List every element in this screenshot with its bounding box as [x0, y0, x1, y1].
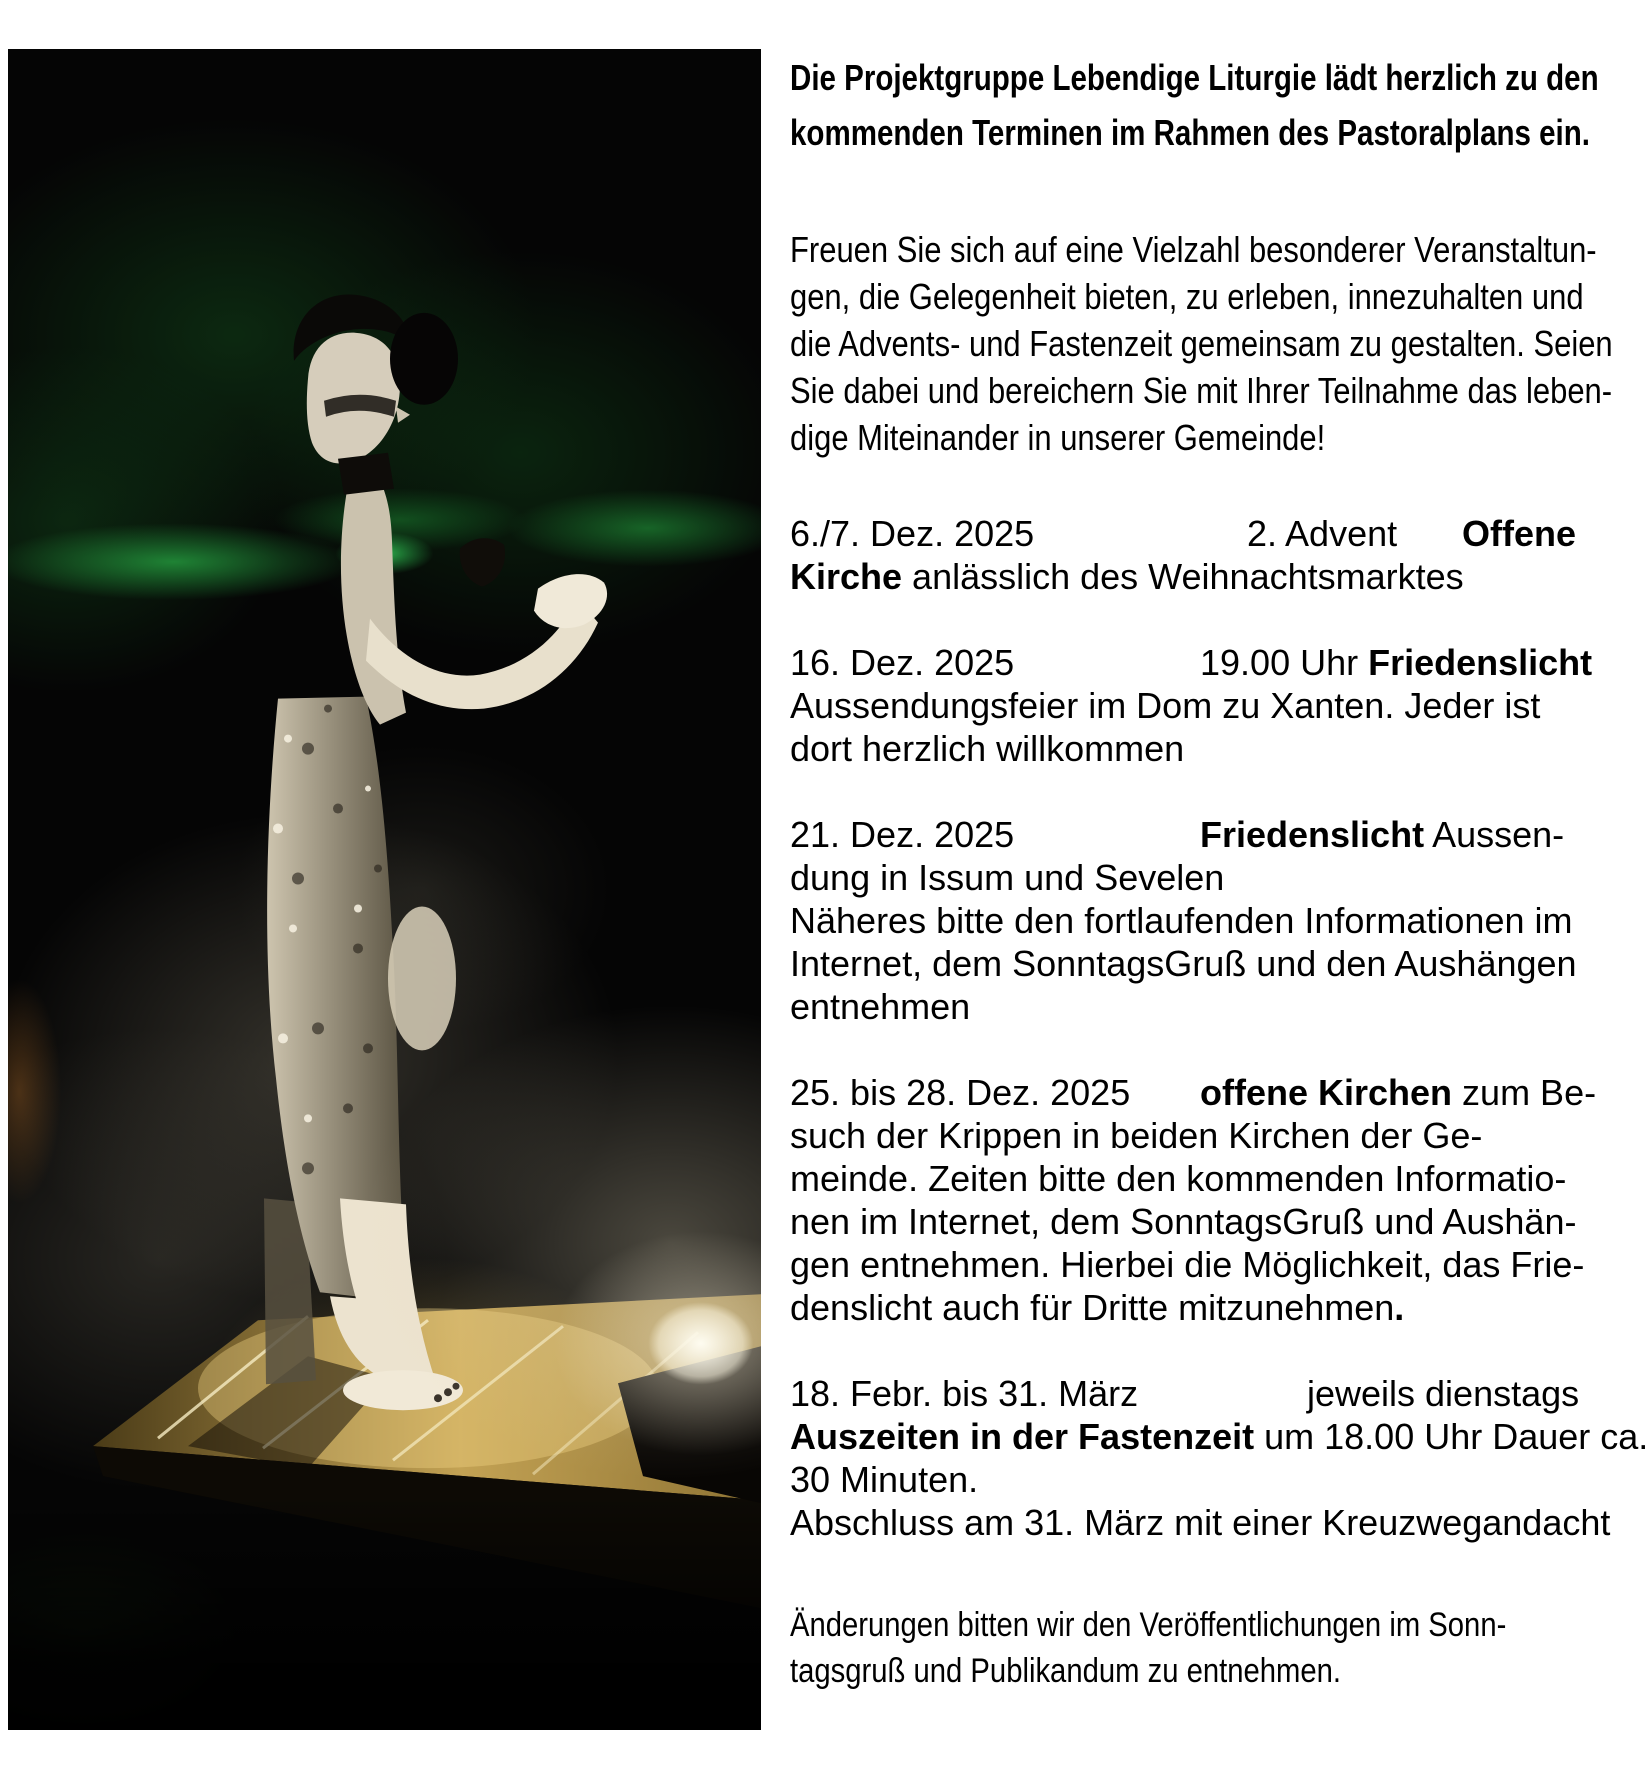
intro-paragraph [790, 226, 1613, 461]
event-title: Friedenslicht [1368, 642, 1593, 683]
statue-chest [341, 481, 406, 725]
event-body-line: dung in Issum und Sevelen [790, 857, 1225, 898]
header-line: Die Projektgruppe Lebendige Liturgie lädt herzlich zu den [790, 57, 1599, 98]
event-head-line [790, 512, 1576, 555]
intro-line: gen, die Gelegenheit bieten, zu erleben, innezuhalten und [790, 276, 1584, 317]
header [790, 50, 1599, 160]
event-head-line [790, 641, 1592, 684]
event-title: Friedenslicht [1200, 814, 1425, 855]
event-friedenslicht-xanten [790, 641, 1592, 770]
event-body-line: Internet, dem SonntagsGruß und den Aushängen [790, 943, 1577, 984]
event-date: 25. bis 28. Dez. 2025 [790, 1072, 1131, 1113]
event-offene-kirche [790, 512, 1576, 598]
event-date: 6./7. Dez. 2025 [790, 513, 1035, 554]
event-body-line: Aussendungsfeier im Dom zu Xanten. Jeder ist [790, 685, 1541, 726]
event-title: Auszeiten in der Fastenzeit [790, 1416, 1255, 1457]
event-body-line: gen entnehmen. Hierbei die Möglichkeit, das Frie- [790, 1244, 1585, 1285]
event-body-line: nen im Internet, dem SonntagsGruß und Aushän- [790, 1201, 1577, 1242]
statue-figure [264, 294, 607, 1410]
footer-line: tagsgruß und Publikandum zu entnehmen. [790, 1652, 1342, 1690]
intro-line: Freuen Sie sich auf eine Vielzahl besonderer Veranstaltun- [790, 229, 1597, 270]
event-auszeiten-fastenzeit [790, 1372, 1648, 1544]
event-body-line: meinde. Zeiten bitte den kommenden Informatio- [790, 1158, 1567, 1199]
event-friedenslicht-issum [790, 813, 1577, 1028]
event-body-line: denslicht auch für Dritte mitzunehmen. [790, 1287, 1405, 1328]
event-head-line: 25. bis 28. Dez. 2025 offene Kirchen zum Be- [790, 1072, 1597, 1113]
statue-illustration [8, 49, 761, 1730]
event-head-line: 21. Dez. 2025 Friedenslicht Aussen- [790, 814, 1565, 855]
event-body-line: entnehmen [790, 986, 971, 1027]
statue-night-photo [8, 49, 761, 1730]
event-body-line: such der Krippen in beiden Kirchen der Ge- [790, 1115, 1483, 1156]
event-title: Kirche [790, 556, 903, 597]
event-body-line: Auszeiten in der Fastenzeit um 18.00 Uhr Dauer ca. [790, 1416, 1649, 1457]
footer-note [790, 1602, 1506, 1694]
wood-platform [93, 1294, 761, 1608]
event-date: 16. Dez. 2025 [790, 642, 1015, 683]
event-occasion: jeweils dienstags [1307, 1373, 1580, 1414]
event-body-line: Abschluss am 31. März mit einer Kreuzwegandacht [790, 1502, 1611, 1543]
statue-hand [534, 574, 607, 628]
event-title: Offene [1462, 513, 1577, 554]
statue-neck-shadow [338, 453, 394, 495]
event-date: 21. Dez. 2025 [790, 814, 1015, 855]
intro-line: dige Miteinander in unserer Gemeinde! [790, 417, 1326, 458]
event-occasion: 2. Advent [1247, 513, 1398, 554]
intro-line: Sie dabei und bereichern Sie mit Ihrer Teilnahme das leben- [790, 370, 1613, 411]
event-date: 18. Febr. bis 31. März [790, 1373, 1139, 1414]
event-offene-kirchen-krippen [790, 1071, 1596, 1329]
event-head-line [790, 1372, 1648, 1415]
event-time: 19.00 Uhr [1200, 642, 1369, 683]
event-body-line: 30 Minuten. [790, 1459, 979, 1500]
statue-hair-back [390, 313, 458, 405]
event-body-line: dort herzlich willkommen [790, 728, 1185, 769]
held-object [460, 538, 505, 586]
statue-hip [388, 906, 456, 1050]
event-title: offene Kirchen [1200, 1072, 1453, 1113]
event-body-line: Kirche anlässlich des Weihnachtsmarktes [790, 556, 1464, 597]
statue-nose [396, 407, 410, 423]
header-line: kommenden Terminen im Rahmen des Pastoralplans ein. [790, 112, 1590, 153]
event-body-line: Näheres bitte den fortlaufenden Informationen im [790, 900, 1573, 941]
footer-line: Änderungen bitten wir den Veröffentlichungen im Sonn- [790, 1606, 1507, 1644]
intro-line: die Advents- und Fastenzeit gemeinsam zu gestalten. Seien [790, 323, 1613, 364]
